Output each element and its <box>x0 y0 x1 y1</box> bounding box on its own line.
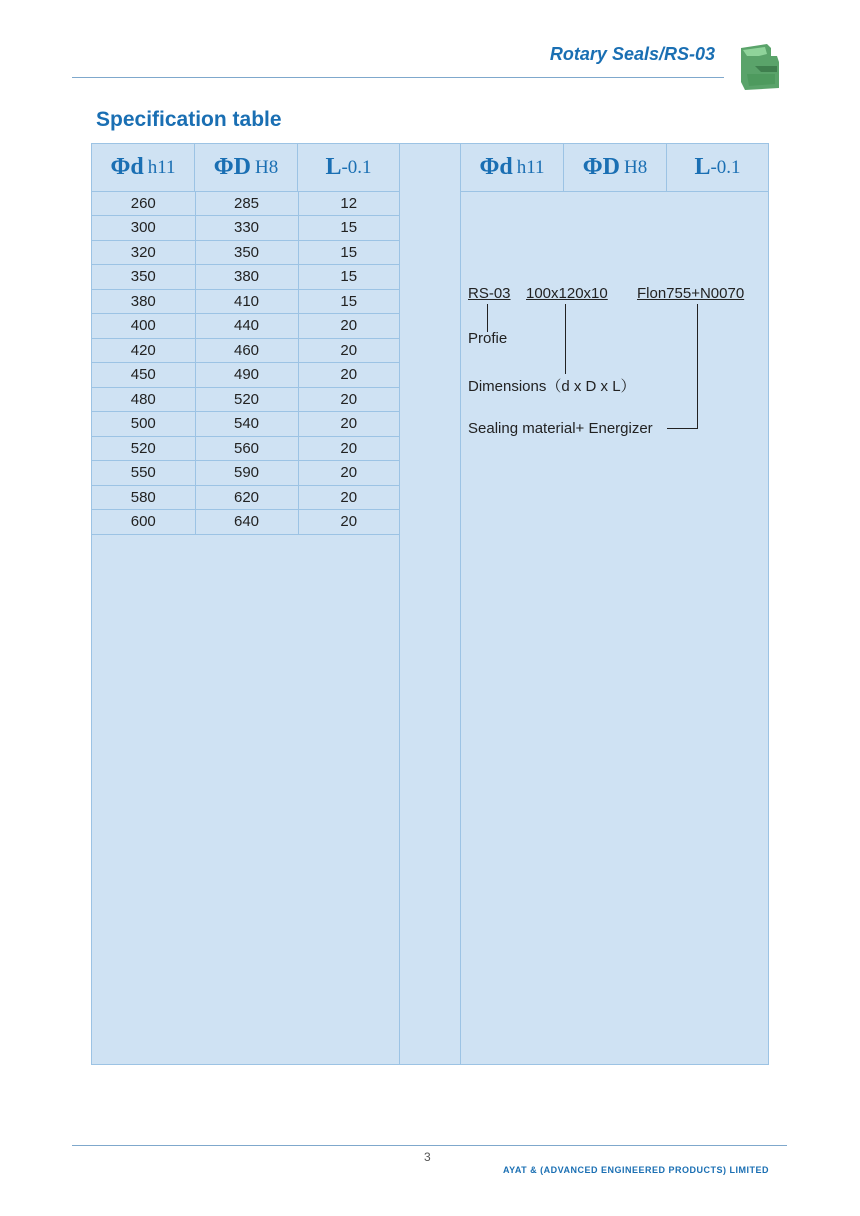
cell-length: 15 <box>298 240 399 265</box>
cell-inner-diameter: 580 <box>92 485 195 510</box>
cell-inner-diameter: 400 <box>92 314 195 339</box>
cell-outer-diameter: 620 <box>195 485 298 510</box>
cell-length: 15 <box>298 265 399 290</box>
cell-outer-diameter: 285 <box>195 191 298 216</box>
table-row <box>92 461 399 486</box>
cell-inner-diameter: 350 <box>92 265 195 290</box>
cell-length: 12 <box>298 191 399 216</box>
material-connector <box>697 304 698 428</box>
header-title: Rotary Seals/RS-03 <box>549 44 715 64</box>
section-title: Specification table <box>96 108 282 131</box>
cell-outer-diameter: 590 <box>195 461 298 486</box>
cell-length: 20 <box>298 338 399 363</box>
label-material: Sealing material+ Energizer <box>468 420 653 437</box>
table-row <box>92 216 399 241</box>
footer-company: AYAT & (ADVANCED ENGINEERED PRODUCTS) LIMITED <box>502 1165 769 1175</box>
cell-outer-diameter: 520 <box>195 387 298 412</box>
cell-outer-diameter: 410 <box>195 289 298 314</box>
cell-inner-diameter: 300 <box>92 216 195 241</box>
table-header-row <box>92 144 399 192</box>
table-row <box>92 387 399 412</box>
cell-inner-diameter: 420 <box>92 338 195 363</box>
cell-length: 20 <box>298 314 399 339</box>
cell-outer-diameter: 460 <box>195 338 298 363</box>
table-row <box>92 265 399 290</box>
spec-table-right <box>460 143 769 1065</box>
cell-outer-diameter: 540 <box>195 412 298 437</box>
cell-length: 20 <box>298 387 399 412</box>
example-code-material: Flon755+N0070 <box>637 285 745 302</box>
spec-table <box>92 191 399 535</box>
cell-outer-diameter: 330 <box>195 216 298 241</box>
label-dimensions: Dimensions（d x D x L） <box>468 378 636 395</box>
col-header-length: L -0.1 <box>325 154 372 180</box>
cell-inner-diameter: 500 <box>92 412 195 437</box>
table-row <box>92 240 399 265</box>
table-row <box>92 289 399 314</box>
cell-outer-diameter: 640 <box>195 510 298 535</box>
footer-divider <box>72 1145 787 1146</box>
cell-inner-diameter: 550 <box>92 461 195 486</box>
cell-inner-diameter: 520 <box>92 436 195 461</box>
material-connector-arm <box>667 428 698 429</box>
table-row <box>92 338 399 363</box>
cell-length: 20 <box>298 461 399 486</box>
table-row <box>92 485 399 510</box>
cell-length: 20 <box>298 363 399 388</box>
table-row <box>92 191 399 216</box>
cell-outer-diameter: 380 <box>195 265 298 290</box>
spec-table-left <box>91 143 400 1065</box>
cell-inner-diameter: 480 <box>92 387 195 412</box>
cell-outer-diameter: 350 <box>195 240 298 265</box>
col-header-outer-diameter-right: ΦD H8 <box>564 144 667 191</box>
cell-inner-diameter: 380 <box>92 289 195 314</box>
dimensions-connector <box>565 304 566 374</box>
col-header-inner-diameter-right: Φd h11 <box>461 144 564 191</box>
cell-inner-diameter: 450 <box>92 363 195 388</box>
col-header-length-right: L -0.1 <box>694 154 741 180</box>
cell-outer-diameter: 440 <box>195 314 298 339</box>
table-header-row-right <box>461 144 768 192</box>
header-divider <box>72 77 724 78</box>
cell-inner-diameter: 600 <box>92 510 195 535</box>
cell-inner-diameter: 260 <box>92 191 195 216</box>
table-row <box>92 363 399 388</box>
cell-outer-diameter: 560 <box>195 436 298 461</box>
label-profile: Profie <box>468 330 508 347</box>
cell-length: 20 <box>298 412 399 437</box>
cell-length: 20 <box>298 485 399 510</box>
table-row <box>92 510 399 535</box>
table-row <box>92 314 399 339</box>
table-row <box>92 412 399 437</box>
cell-inner-diameter: 320 <box>92 240 195 265</box>
page-number: 3 <box>424 1150 431 1164</box>
cell-length: 15 <box>298 216 399 241</box>
example-code-profile: RS-03 <box>468 285 511 302</box>
seal-profile-icon <box>737 42 781 92</box>
profile-connector <box>487 304 488 332</box>
col-header-inner-diameter: Φd h11 <box>92 144 195 191</box>
cell-length: 15 <box>298 289 399 314</box>
table-row <box>92 436 399 461</box>
cell-outer-diameter: 490 <box>195 363 298 388</box>
example-code-dimensions: 100x120x10 <box>526 285 608 302</box>
cell-length: 20 <box>298 510 399 535</box>
spacer-column <box>399 143 461 1065</box>
col-header-outer-diameter: ΦD H8 <box>195 144 298 191</box>
cell-length: 20 <box>298 436 399 461</box>
